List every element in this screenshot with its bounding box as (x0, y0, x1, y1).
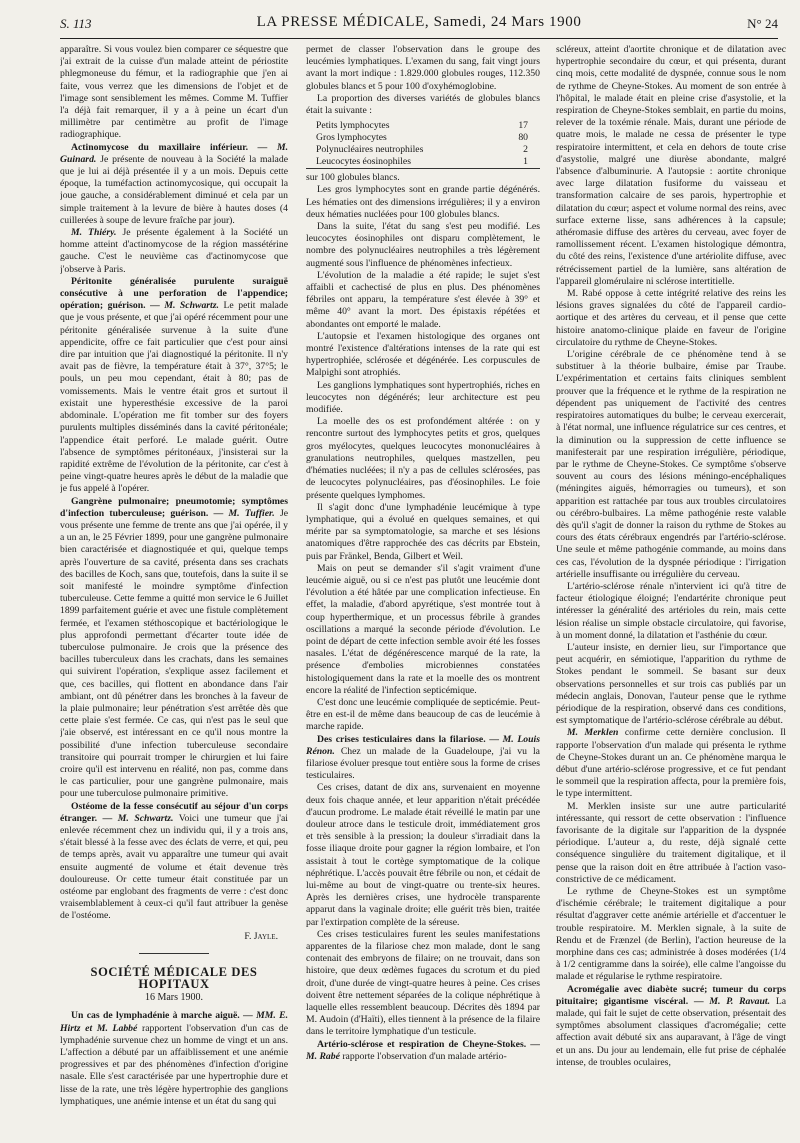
header-rule (60, 38, 778, 39)
paragraph: C'est donc une leucémie compliquée de septicémie. Peut-être en est-il de même dans beaucoup de cas de leucémie à marche rapide. (306, 696, 540, 733)
paragraph: Il s'agit donc d'une lymphadénie leucémique à type lymphatique, qui a évolué en quelques semaines, et qui mérite par sa symptomatologie, sa marche et ses lésions anatomiques d'être rapprochée des cas décrits par Ebstein, puis par Fränkel, Benda, Gilbert et Weil. (306, 501, 540, 562)
table-label: Gros lymphocytes (316, 132, 387, 144)
paragraph: La proportion des diverses variétés de globules blancs était la suivante : (306, 92, 540, 117)
page-number: S. 113 (60, 16, 92, 31)
paragraph: M. Rabé oppose à cette intégrité relative des reins les lésions graves signalées du côté de l'appareil cardio-aortique et des artères du cerveau, et il pense que cette histoire anatomo-clinique plaide en faveur de l'origine circulatoire du rythme de Cheyne-Stokes. (556, 288, 786, 348)
leukocyte-table (306, 120, 540, 169)
article-block (556, 984, 786, 1069)
article-heading: Un cas de lymphadénie à marche aiguë. (71, 1010, 240, 1022)
paragraph: Ces crises, datant de dix ans, survenaient en moyenne deux fois chaque année, et leur apparition n'était précédée d'aucun prodrome. Le malade était réveillé le matin par une douleur atroce dans le testicule droit, immédiatement gros et très sensible à la pression; la douleur s'irradiait dans la fosse iliaque droite pour gagner la région lombaire, et l'on assistait à tout le cortège symptomatique de la colique néphrétique. L'accès pouvait être fébrile ou non, et cédait de lui-même au bout de vingt-quatre ou trente-six heures. Après les dernières crises, une hydrocèle transparente apparut dans la vaginale droite; elle guérit très bien, traitée par l'extirpation complète de la séreuse. (306, 782, 540, 928)
table-label: Polynucléaires neutrophiles (316, 144, 424, 156)
table-value: 80 (518, 132, 528, 144)
article-block (556, 727, 786, 800)
article-author: — M. Rabé (306, 1038, 540, 1062)
article-heading: Péritonite généralisée purulente suraiguë consécutive à une perforation de l'appendice; opération; guérison. (60, 275, 288, 312)
table-value: 17 (518, 120, 528, 132)
article-block (60, 496, 288, 801)
paragraph: La moelle des os est profondément altérée : on y rencontre surtout des lymphocytes petits et gros, quelques gros myélocytes, quelques leucocytes mononucléaires à granulations neutrophiles, quelques mastzellen, peu d'hématies nucléées; il n'y a pas de cellules sclérosées, pas de leucocytes polynucléaires, pas d'éosinophiles. Le foie présente quelques lymphomes. (306, 416, 540, 501)
paragraph: Dans la suite, l'état du sang s'est peu modifié. Les leucocytes éosinophiles ont disparu complètement, le nombre des polynucléaires neutrophiles a très légèrement augmenté sous l'influence de phénomènes infectieux. (306, 221, 540, 269)
table-label: Leucocytes éosinophiles (306, 156, 490, 169)
table-row (306, 132, 540, 144)
paragraph: Chez un malade de la Guadeloupe, j'ai vu la filariose évoluer presque tout entière sous la forme de crises testiculaires. (306, 745, 540, 782)
section-divider (139, 953, 209, 954)
article-heading: Acromégalie avec diabète sucré; tumeur du corps pituitaire; gigantisme viscéral. (556, 983, 786, 1007)
article-author: M. Merklen (567, 727, 619, 739)
article-author: M. Thiéry. (71, 227, 117, 239)
article-author: — M. Louis Rénon. (306, 733, 540, 757)
page-header (60, 14, 778, 36)
paragraph: Voici une tumeur que j'ai enlevée récemment chez un individu qui, il y a trois ans, s'était blessé à la fesse avec des éclats de verre, et qui, peu de temps après, avait vu apparaître une tumeur qui avait ensuite augmenté de volume et était devenue très douloureuse. Or cette tumeur était constituée par un ostéome par englobant des fragments de verre : c'est donc vraisemblablement à ceux-ci qu'il faut attribuer la genèse de l'ostéome. (60, 812, 288, 922)
paragraph: Le rythme de Cheyne-Stokes est un symptôme d'ischémie cérébrale; le traitement digitalique a pour résultat d'aggraver cette anémie artérielle et d'accentuer le trouble respiratoire. M. Merklen signale, à la suite de Rendu et de Frænzel (de Berlin), l'action heureuse de la morphine dans ces cas; administrée à doses modérées (1/4 à 1/2 centigramme dans la soirée), elle calme l'angoisse du malade et régularise le rythme respiratoire. (556, 886, 786, 983)
table-label: Petits lymphocytes (316, 120, 390, 132)
paragraph: confirme cette dernière conclusion. Il rapporte l'observation d'un malade qui présenta le rythme de Cheyne-Stokes durant un an. Ce phénomène marqua le début d'une artério-sclérose progressive, et ce fut pendant le sommeil que la respiration affecta, pour la première fois, le type intermittent. (556, 727, 786, 800)
paragraph: L'artério-sclérose rénale n'intervient ici qu'à titre de facteur étiologique éloigné; l'endartérite chronique peut intéresser la généralité des artérioles du rein, mais cette lésion réalise un simple obstacle circulatoire, qui favorise, à un moment donné, la dilatation et l'asthénie du cœur. (556, 580, 786, 641)
column-1 (60, 44, 288, 1136)
paragraph: apparaître. Si vous voulez bien comparer ce séquestre que j'ai extrait de la cuisse d'un malade atteint de périostite phlegmoneuse du fémur, et la radiographie que j'en ai faite, vous verrez que les dimensions de l'objet et de l'image sont sensiblement les mêmes. Comme M. Tuffier l'a déjà fait remarquer, il y a à peine un écart d'un millimètre par centimètre au profit de l'image radiographique. (60, 44, 288, 141)
paragraph: scléreux, atteint d'aortite chronique et de dilatation avec hypertrophie secondaire du cœur, et qui présenta, durant cinq mois, cette modalité de dyspnée, connue sous le nom de rythme de Cheyne-Stokes. Au moment de son entrée à l'hôpital, le malade était en pleine crise d'asystolie, et la respiration de Cheyne-Stokes semblait, en partie du moins, relever de la toxémie rénale. Mais, durant une période de quatre mois, le malade ne cessa de présenter le type respiratoire intermittent, et cela en dehors de toute crise d'asystolie, malgré une diurèse abondante, malgré l'absence d'albuminurie. A l'autopsie : aortite chronique avec large dilatation fusiforme du vaisseau et transformation calcaire de ses parois, hypertrophie et dilatation du cœur; aspect et volume normal des reins, avec surface externe lisse, sans adhérences à la capsule; athéromasie diffuse des artères du cerveau, avec foyer de ramollissement récent. L'examen histologique démontra, du côté des reins, l'existence d'une artériolite diffuse, avec rétrécissement partiel de la lumière, sans altération de l'appareil glomérulaire ni sclérose intertitielle. (556, 44, 786, 287)
paragraph: L'auteur insiste, en dernier lieu, sur l'importance que peut acquérir, en sémiotique, l'apparition du rythme de Stokes pendant le sommeil. Se basant sur deux observations personnelles et sur trois cas publiés par un médecin anglais, Donovan, l'auteur pense que le rythme périodique de la respiration, observé dans ces conditions, est symptomatique de l'artério-sclérose cérébrale au début. (556, 641, 786, 727)
paragraph: rapportent l'observation d'un cas de lymphadénie survenue chez un homme de vingt et un ans. L'affection a débuté par un affaiblissement et une anémie progressives et par des phénomènes d'infection d'origine nasale. Elle s'est caractérisée par une hypertrophie dure et lisse de la rate, une très légère hypertrophie des ganglions lymphatiques, une anémie intense et un état du sang qui (60, 1022, 288, 1107)
paragraph: Ces crises testiculaires furent les seules manifestations apparentes de la filariose chez mon malade, dont le sang contenait des embryons de filaire; on ne trouvait, dans son histoire, que deux œdèmes fugaces du scrotum et du pied droit, d'une durée de vingt-quatre heures à peine. Ces crises doivent être nettement séparées de la colique néphrétique à laquelle elles ressemblent beaucoup. Décrites dès 1894 par M. Audoin (d'Haïti), elles tiennent à la présence de la filaire dans le territoire lymphatique d'un testicule. (306, 928, 540, 1038)
paragraph: L'autopsie et l'examen histologique des organes ont montré l'existence d'altérations intenses de la rate qui est hypertrophiée, sclérosée et dégénérée. Les corpuscules de Malpighi sont atrophiés. (306, 330, 540, 379)
article-heading: Actinomycose du maxillaire inférieur. (71, 141, 249, 153)
table-total: sur 100 globules blancs. (306, 172, 400, 184)
article-block (60, 1010, 288, 1108)
journal-title: LA PRESSE MÉDICALE, Samedi, 24 Mars 1900 (256, 14, 582, 30)
article-block (306, 734, 540, 783)
paragraph: M. Merklen insiste sur une autre particularité intéressante, qui ressort de cette observation : l'influence favorisante de la digitale sur l'apparition de la dyspnée périodique. L'auteur a, du reste, déjà signalé cette conséquence singulière du traitement digitalique, et il pense que la raison doit en être attribuée à l'action vaso-constrictive de ce médicament. (556, 800, 786, 885)
article-block (60, 276, 288, 496)
paragraph: Les gros lymphocytes sont en grande partie dégénérés. Les hématies ont des dimensions irrégulières; il y a environ deux hématies nucléées pour 100 globules blancs. (306, 184, 540, 220)
paragraph: Je vous présente une femme de trente ans que j'ai opérée, il y a un an, le 25 Février 1899, pour une gangrène pulmonaire bien caractérisée et diagnostiquée et qui, quelque temps après l'ouverture de sa cavité, présenta dans ses crachats des bacilles de Koch, sans que, toutefois, dans la suite il se soit manifesté le moindre symptôme d'infection tuberculeuse. Cette femme a quitté mon service le 6 Juillet 1899 parfaitement guérie et avec une fistule complètement fermée, et l'examen stéthoscopique et bactériologique le plus approfondi permettant d'écarter toute idée de tuberculose pulmonaire. Je crois que la présence des bacilles tuberculeux dans les crachats, dans les semaines qui suivirent l'opération, s'explique assez facilement et que, ces bacilles, qui flottent en abondance dans l'air ambiant, ont dû pénétrer dans les bronches à la faveur de la plaie pulmonaire; leur pénétration s'est arrêtée dès que cette plaie s'est fermée. Ce cas, qui n'est pas le seul que j'aie observé, est intéressant en ce qu'il nous montre la possibilité d'une infection tuberculeuse secondaire transitoire qui pourrait tromper le chirurgien et lui faire croire qu'il est intervenu en réalité, non pas, comme dans le cas particulier, pour une gangrène pulmonaire, mais pour une tuberculose pulmonaire primitive. (60, 507, 288, 800)
paragraph: permet de classer l'observation dans le groupe des leucémies lymphatiques. L'examen du sang, fait vingt jours avant la mort indique : 1.829.000 globules rouges, 112.350 globules blancs et 5 pour 100 d'oxyhémoglobine. (306, 44, 540, 92)
article-author: — M. Schwartz. (150, 300, 219, 312)
paragraph: L'origine cérébrale de ce phénomène tend à se substituer à la théorie bulbaire, émise par Traube. L'expérimentation et certains faits cliniques semblent prouver que la fréquence et le rythme de la respiration ne dépendent pas uniquement de l'activité des centres respiratoires automatiques du bulbe; le cerveau exercerait, à l'état normal, une influence régulatrice sur ces centres, et la diminution ou la suppression de cette influence se manifesterait par une respiration irrégulière, périodique, par le rythme de Cheyne-Stokes. Ce symptôme s'observe souvent au cours des lésions méningo-encéphaliques (méningites aiguës, hémorragies ou tumeurs), et son apparition est rattachée par tous aux troubles circulatoires ou cérébro-bulbaires. La même pathogénie reste valable dès qu'il s'agit de donner la raison du rythme de Stokes au cours des états cérébraux engendrés par l'artério-sclérose. Une seule et même pathogénie commande, au moins dans ces cas, l'évolution de la dyspnée périodique : l'irrigation artérielle insuffisante ou irrégulière du cerveau. (556, 349, 786, 580)
article-block (306, 1039, 540, 1063)
article-heading: Artério-sclérose et respiration de Cheyne-Stokes. (317, 1038, 527, 1050)
article-heading: Gangrène pulmonaire; pneumotomie; symptômes d'infection tuberculeuse; guérison. (60, 495, 288, 519)
paragraph: Les ganglions lymphatiques sont hypertrophiés, riches en leucocytes non dégénérés; leur architecture est peu modifiée. (306, 379, 540, 416)
article-block (60, 801, 288, 923)
article-author: — M. P. Ravaut. (693, 995, 771, 1007)
table-value: 2 (523, 144, 528, 156)
section-title: SOCIÉTÉ MÉDICALE DES HOPITAUX (90, 964, 258, 992)
column-3 (556, 44, 786, 1136)
article-heading: Des crises testiculaires dans la filariose. (317, 733, 486, 745)
paragraph: Je présente également à la Société un homme atteint d'actinomycose de la région massétérine gauche. C'est le neuvième cas d'actinomycose que j'observe à Paris. (60, 227, 288, 275)
section-date: 16 Mars 1900. (144, 992, 204, 1004)
table-row (306, 120, 540, 132)
article-author: — M. Guinard. (60, 141, 288, 165)
article-block (60, 227, 288, 276)
article-author: — M. Schwartz. (102, 812, 174, 824)
paragraph: Mais on peut se demander s'il s'agit vraiment d'une leucémie aiguë, ou si ce n'est pas plutôt une leucémie dont l'évolution a été hâtée par une complication infectieuse. En effet, la maladie, d'abord apyrétique, s'est montrée tout à coup hyperthermique, et un processus fébrile à grandes oscillations a marqué la seconde période d'évolution. Le point de départ de cette infection semble avoir été les fosses nasales. L'état de dégénérescence marqué de la rate, la présence d'embolies microbiennes constatées histologiquement dans la rate et la moelle des os montrent encore la réalité de l'infection septicémique. (306, 562, 540, 696)
article-author: — MM. E. Hirtz et M. Labbé (60, 1010, 288, 1034)
table-row (306, 156, 540, 169)
issue-number: N° 24 (747, 16, 778, 31)
article-author: — M. Tuffier. (213, 507, 275, 519)
table-value: 1 (490, 156, 540, 169)
signature: F. Jayle. (244, 930, 278, 942)
paragraph: Le petit malade que je vous présente, et que j'ai opéré récemment pour une péritonite généralisée survenue à la suite d'une appendicite, offre ce fait particulier que c'est pour ainsi dire par intuition que j'ai diagnostiqué la péritonite. Il n'y avait pas de fièvre, la température était à 37°, 37°5; le pouls, un peu mou cependant, était à 80; pas de vomissements. Mais le ventre était gros et surtout il existait une hyperesthésie excessive de la paroi abdominale. L'opération me fit tomber sur des foyers purulents multiples disséminés dans la cavité péritonéale; l'appendice était perforé. Le malade guérit. Outre l'absence de symptômes péritonéaux, j'insisterai sur la rapidité extrême de l'évolution de la péritonite, car c'est à peine vingt-quatre heures après le début de la maladie que je fus appelé à l'opérer. (60, 300, 288, 495)
column-2 (306, 44, 540, 1136)
article-block (60, 142, 288, 227)
table-row (306, 144, 540, 156)
article-heading: Ostéome de la fesse consécutif au séjour d'un corps étranger. (60, 800, 288, 824)
paragraph: rapporte l'observation d'un malade artério- (342, 1050, 507, 1062)
paragraph: L'évolution de la maladie a été rapide; le sujet s'est affaibli et cachectisé de plus en plus. Des phénomènes fébriles ont apparu, la température s'est élevée à 39° et même 40° avant la mort. Des épistaxis répétées et abondantes ont emporté le malade. (306, 269, 540, 330)
paragraph: La malade, qui fait le sujet de cette observation, présentait des symptômes absolument classiques d'acromégalie; cette affection avait débuté six ans auparavant, à l'âge de vingt et un ans. Du jour au lendemain, elle fut prise de céphalée intense, de troubles oculaires, (556, 995, 786, 1068)
paragraph: Je présente de nouveau à la Société la malade que je lui ai déjà présentée il y a un mois. Depuis cette époque, la tuméfaction actinomycosique, qui occupait la joue gauche, a considérablement diminué et cela par un simple traitement à la levure de bière à hautes doses (4 cuillerées à soupe de levure fraîche par jour). (60, 153, 288, 226)
